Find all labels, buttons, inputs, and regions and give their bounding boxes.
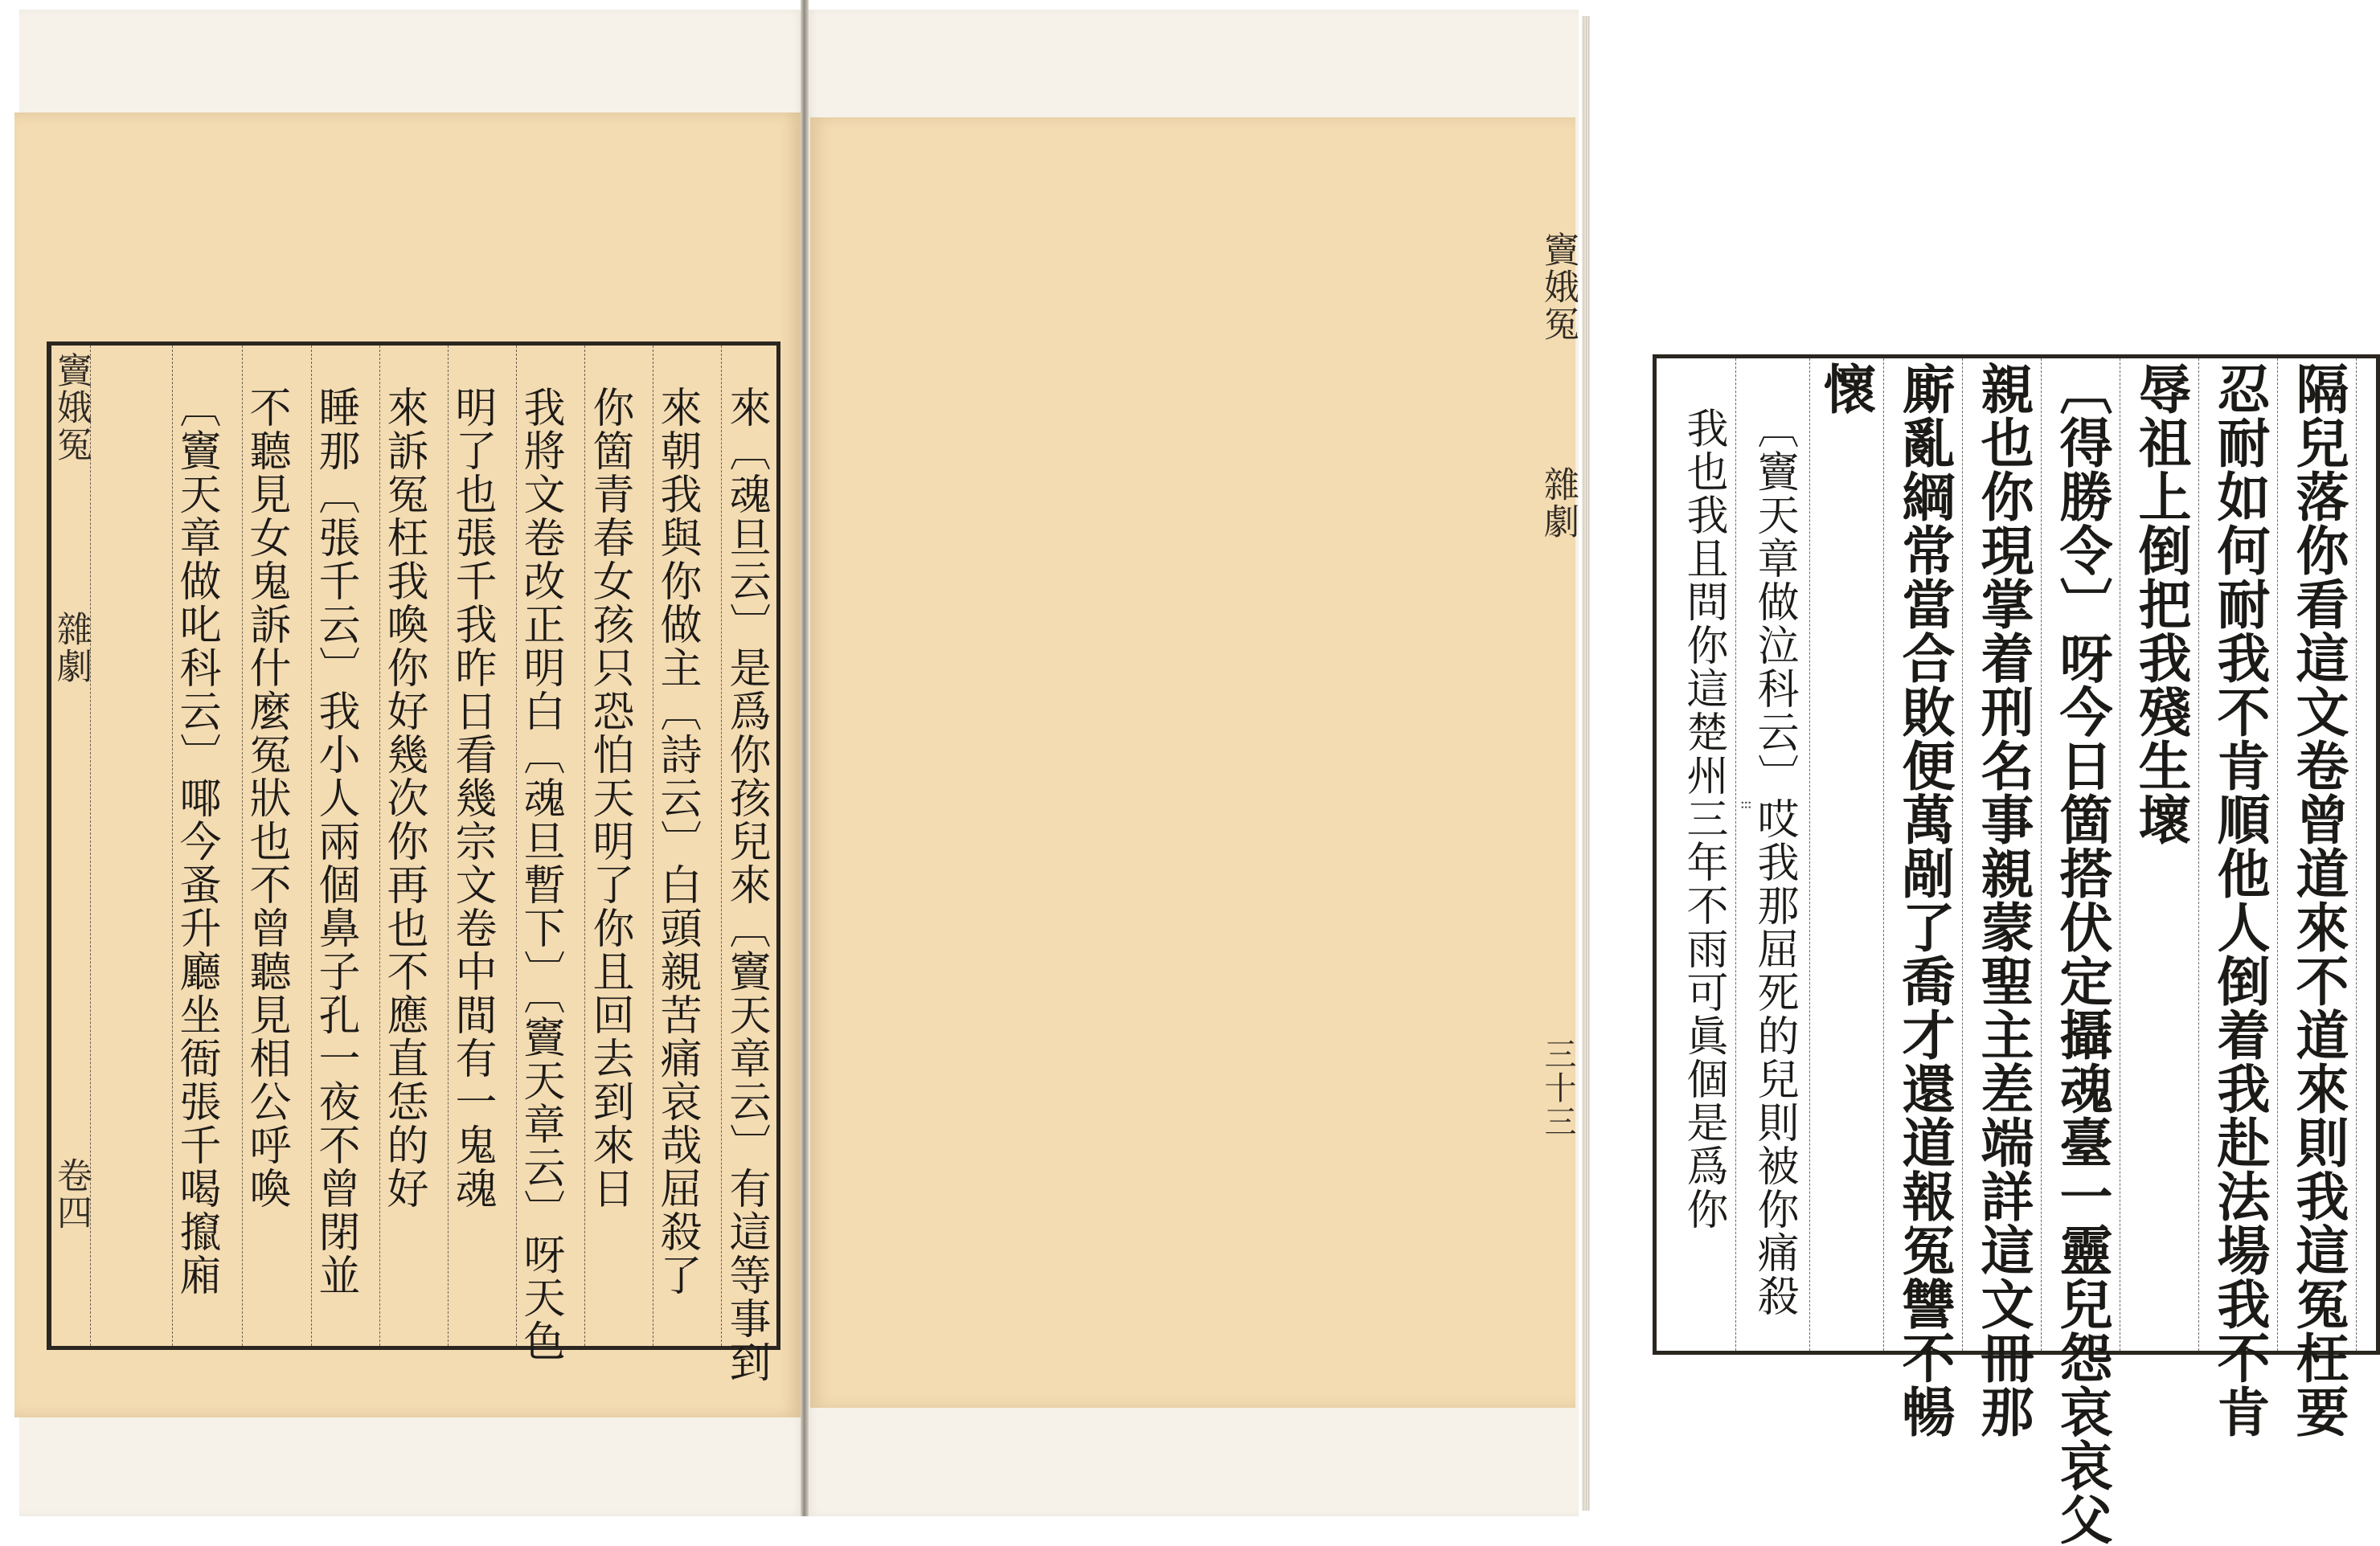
left-page — [14, 112, 801, 1417]
column-rule — [2041, 358, 2042, 1351]
text-column-4: 我將文卷改正明白〔魂旦暫下〕〔竇天章云〕呀天色 — [516, 386, 564, 1363]
right-page-frame — [1653, 354, 2380, 1546]
lyric-column-5: 親也你現掌着刑名事親蒙聖主差端詳這文冊那 — [1972, 362, 2034, 1438]
fold-volume: 卷四 — [51, 1157, 92, 1231]
text-column-8: 不聽見女鬼訴什麼冤狀也不曾聽見相公呼喚 — [242, 386, 290, 1210]
text-column-9: 我也我且問你這楚州三年不雨可眞個是爲你 — [1679, 407, 1727, 1231]
column-rule — [1735, 358, 1736, 1351]
column-rule — [2198, 358, 2199, 1351]
text-column-3: 你箇青春女孩只恐怕天明了你且回去到來日 — [585, 386, 633, 1210]
lyric-column-3: 辱祖上倒把我殘生壞 — [2129, 362, 2192, 846]
page-number: 三十三 — [1539, 1037, 1576, 1139]
lyric-column-4: 〔得勝令〕呀今日箇搭伏定攝魂臺一靈兒怨哀哀父 — [2050, 362, 2113, 1546]
text-column-2: 來朝我與你做主〔詩云〕白頭親苦痛哀哉屈殺了 — [653, 386, 701, 1297]
lyric-column-1: 隔兒落你看這文卷曾道來不道來則我這冤枉要 — [2287, 362, 2349, 1438]
lyric-column-6: 廝亂綱常當合敗便萬剮了喬才還道報冤讐不暢 — [1893, 362, 1956, 1438]
ink-marks: ⁝⁝ — [1737, 800, 1754, 810]
column-rule — [2277, 358, 2278, 1351]
fold-section: 雜劇 — [51, 611, 92, 685]
column-rule — [1962, 358, 1963, 1351]
text-column-1: 來〔魂旦云〕是爲你孩兒來〔竇天章云〕有這等事到 — [722, 386, 770, 1384]
column-rule — [1809, 358, 1810, 1351]
lyric-column-2: 忍耐如何耐我不肯順他人倒着我赴法場我不肯 — [2208, 362, 2271, 1438]
fold-title: 竇娥冤 — [1538, 231, 1579, 342]
text-column-5: 明了也張千我昨日看幾宗文卷中間有一鬼魂 — [448, 386, 496, 1210]
column-rule — [2356, 358, 2357, 1351]
left-page-frame — [47, 342, 780, 1384]
fold-title: 竇娥冤 — [51, 352, 92, 463]
book-gutter — [801, 0, 809, 1516]
fold-section: 雜劇 — [1538, 466, 1579, 540]
right-page — [810, 117, 2349, 1546]
text-column-6: 來訴冤枉我喚你好幾次你再也不應直恁的好 — [379, 386, 428, 1210]
column-rule — [1883, 358, 1884, 1351]
page-edges — [1582, 16, 1590, 1511]
lyric-column-7: 懷 — [1814, 362, 1877, 415]
text-column-8: 〔竇天章做泣科云〕哎我那屈死的兒則被你痛殺 — [1750, 407, 1798, 1318]
text-column-7: 睡那〔張千云〕我小人兩個鼻子孔一夜不曾閉並 — [311, 386, 359, 1297]
text-column-9: 〔竇天章做叱科云〕㖿今蚤升廳坐衙張千喝攛廂 — [172, 386, 220, 1297]
